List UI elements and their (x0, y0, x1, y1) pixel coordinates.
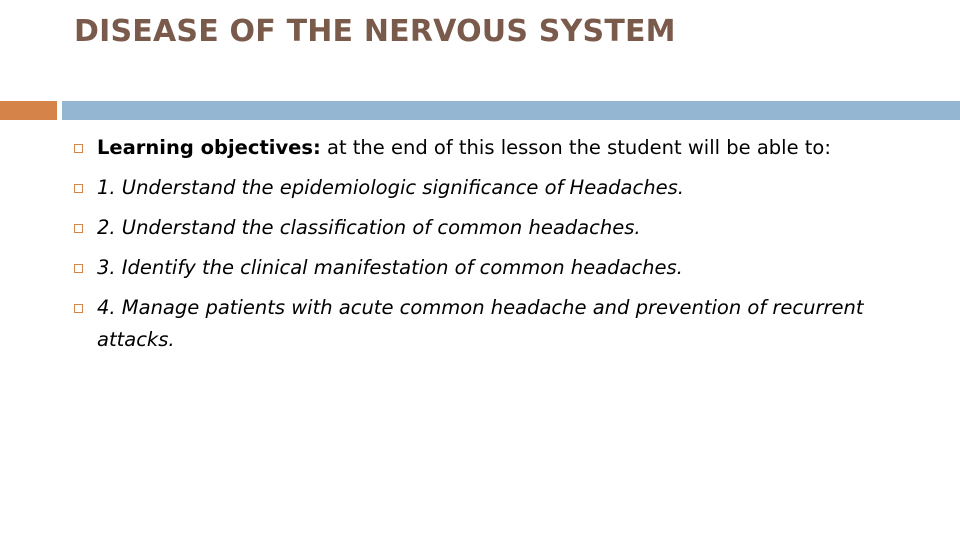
objectives-intro: at the end of this lesson the student will be able to: (320, 136, 831, 159)
accent-bar-orange (0, 101, 57, 120)
objectives-heading: Learning objectives: (97, 136, 321, 159)
list-item-objective-1 (74, 172, 914, 204)
list-item-objective-4 (74, 292, 914, 356)
objective-text: 1. Understand the epidemiologic significance of Headaches. (97, 176, 684, 199)
list-item-objective-3 (74, 252, 914, 284)
square-bullet-icon (74, 304, 83, 313)
square-bullet-icon (74, 264, 83, 273)
objective-text: 2. Understand the classification of common headaches. (97, 216, 641, 239)
square-bullet-icon (74, 144, 83, 153)
square-bullet-icon (74, 224, 83, 233)
square-bullet-icon (74, 184, 83, 193)
objective-text: 4. Manage patients with acute common headache and prevention of recurrent attacks. (97, 296, 864, 351)
list-item-objective-2 (74, 212, 914, 244)
list-item-learning-objectives (74, 132, 914, 164)
slide-title: DISEASE OF THE NERVOUS SYSTEM (74, 14, 676, 49)
accent-bar-blue (62, 101, 960, 120)
objectives-list (74, 132, 914, 364)
objective-text: 3. Identify the clinical manifestation of common headaches. (97, 256, 683, 279)
